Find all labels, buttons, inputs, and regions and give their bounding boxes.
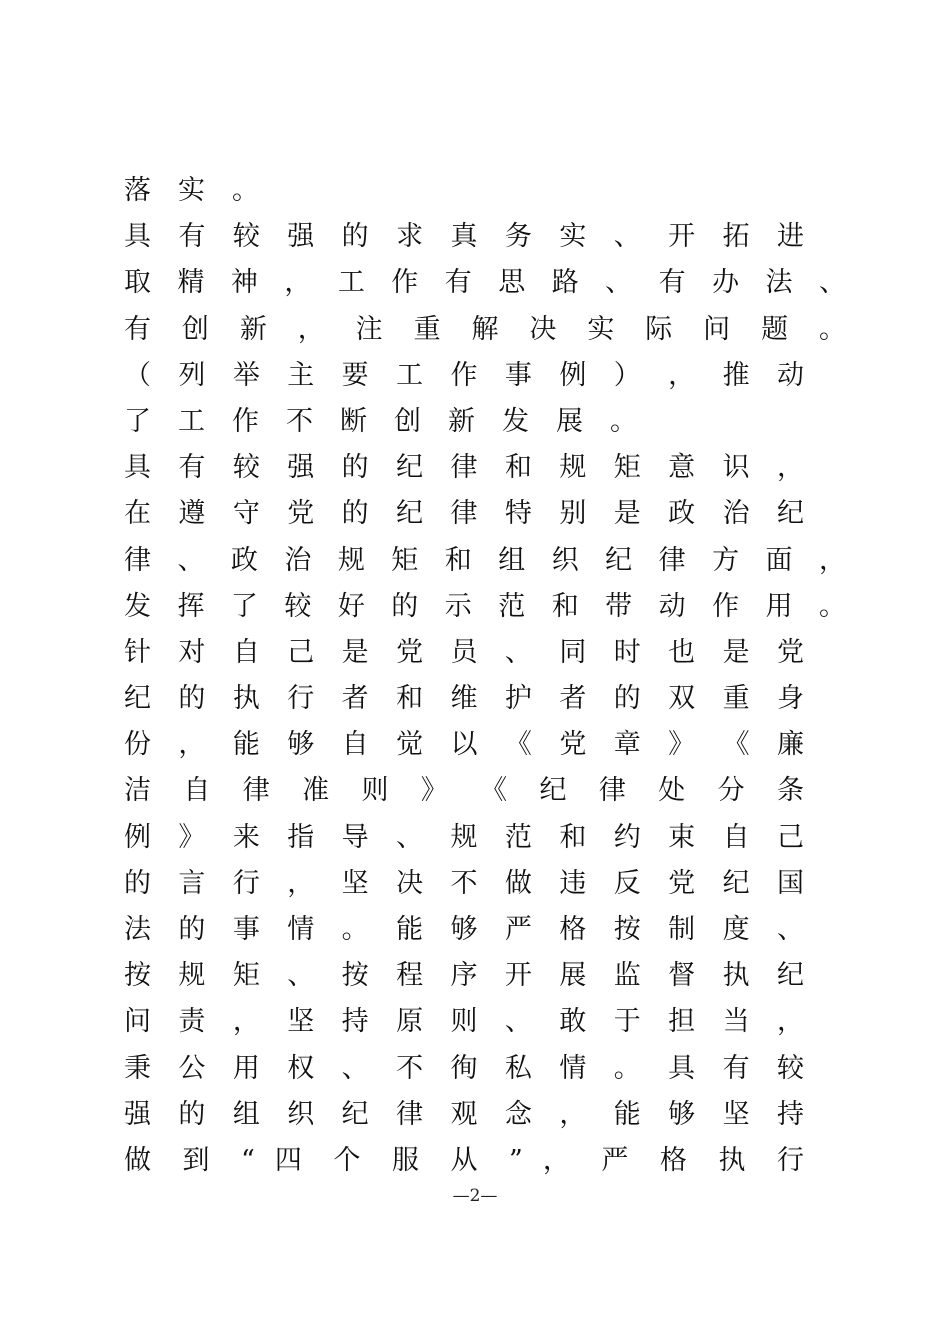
text-line-10: 发 挥 了 较 好 的 示 范 和 带 动 作 用 。 [124,590,846,622]
text-line-6: 了工作不断创新发展。 [124,405,664,437]
text-line-2: 具 有 较 强 的 求 真 务 实 、 开 拓 进 [124,221,804,253]
text-line-7: 具 有 较 强 的 纪 律 和 规 矩 意 识 ， [124,452,804,484]
text-line-18: 按 规 矩 、 按 程 序 开 展 监 督 执 纪 [124,960,804,992]
text-line-17: 法 的 事 情 。 能 够 严 格 按 制 度 、 [124,914,804,945]
text-line-20: 秉 公 用 权 、 不 徇 私 情 。 具 有 较 [124,1052,804,1084]
text-line-22: 做 到 “ 四 个 服 从 ” ， 严 格 执 行 [124,1144,804,1176]
body-text [124,168,844,1184]
text-line-3: 取 精 神 ， 工 作 有 思 路 、 有 办 法 、 [124,267,846,299]
text-line-11: 针 对 自 己 是 党 员 、 同 时 也 是 党 [124,636,804,668]
text-line-4: 有 创 新 ， 注 重 解 决 实 际 问 题 。 [124,313,846,345]
text-line-15: 例 》 来 指 导 、 规 范 和 约 束 自 己 [124,821,804,853]
page-number: —2— [452,1186,498,1206]
text-line-16: 的 言 行 ， 坚 决 不 做 违 反 党 纪 国 [124,867,804,899]
text-line-14: 洁 自 律 准 则 》 《 纪 律 处 分 条 [124,775,804,807]
text-line-1: 落实。 [124,175,286,206]
text-line-9: 律 、 政 治 规 矩 和 组 织 纪 律 方 面 ， [124,544,846,576]
text-line-8: 在 遵 守 党 的 纪 律 特 别 是 政 治 纪 [124,498,804,530]
text-line-12: 纪 的 执 行 者 和 维 护 者 的 双 重 身 [124,683,804,715]
text-line-21: 强 的 组 织 纪 律 观 念 ， 能 够 坚 持 [124,1098,804,1130]
text-line-5: （ 列 举 主 要 工 作 事 例 ） ， 推 动 [124,359,804,391]
text-line-19: 问 责 ， 坚 持 原 则 、 敢 于 担 当 ， [124,1006,804,1038]
text-line-13: 份 ， 能 够 自 觉 以 《 党 章 》 《 廉 [124,729,804,761]
